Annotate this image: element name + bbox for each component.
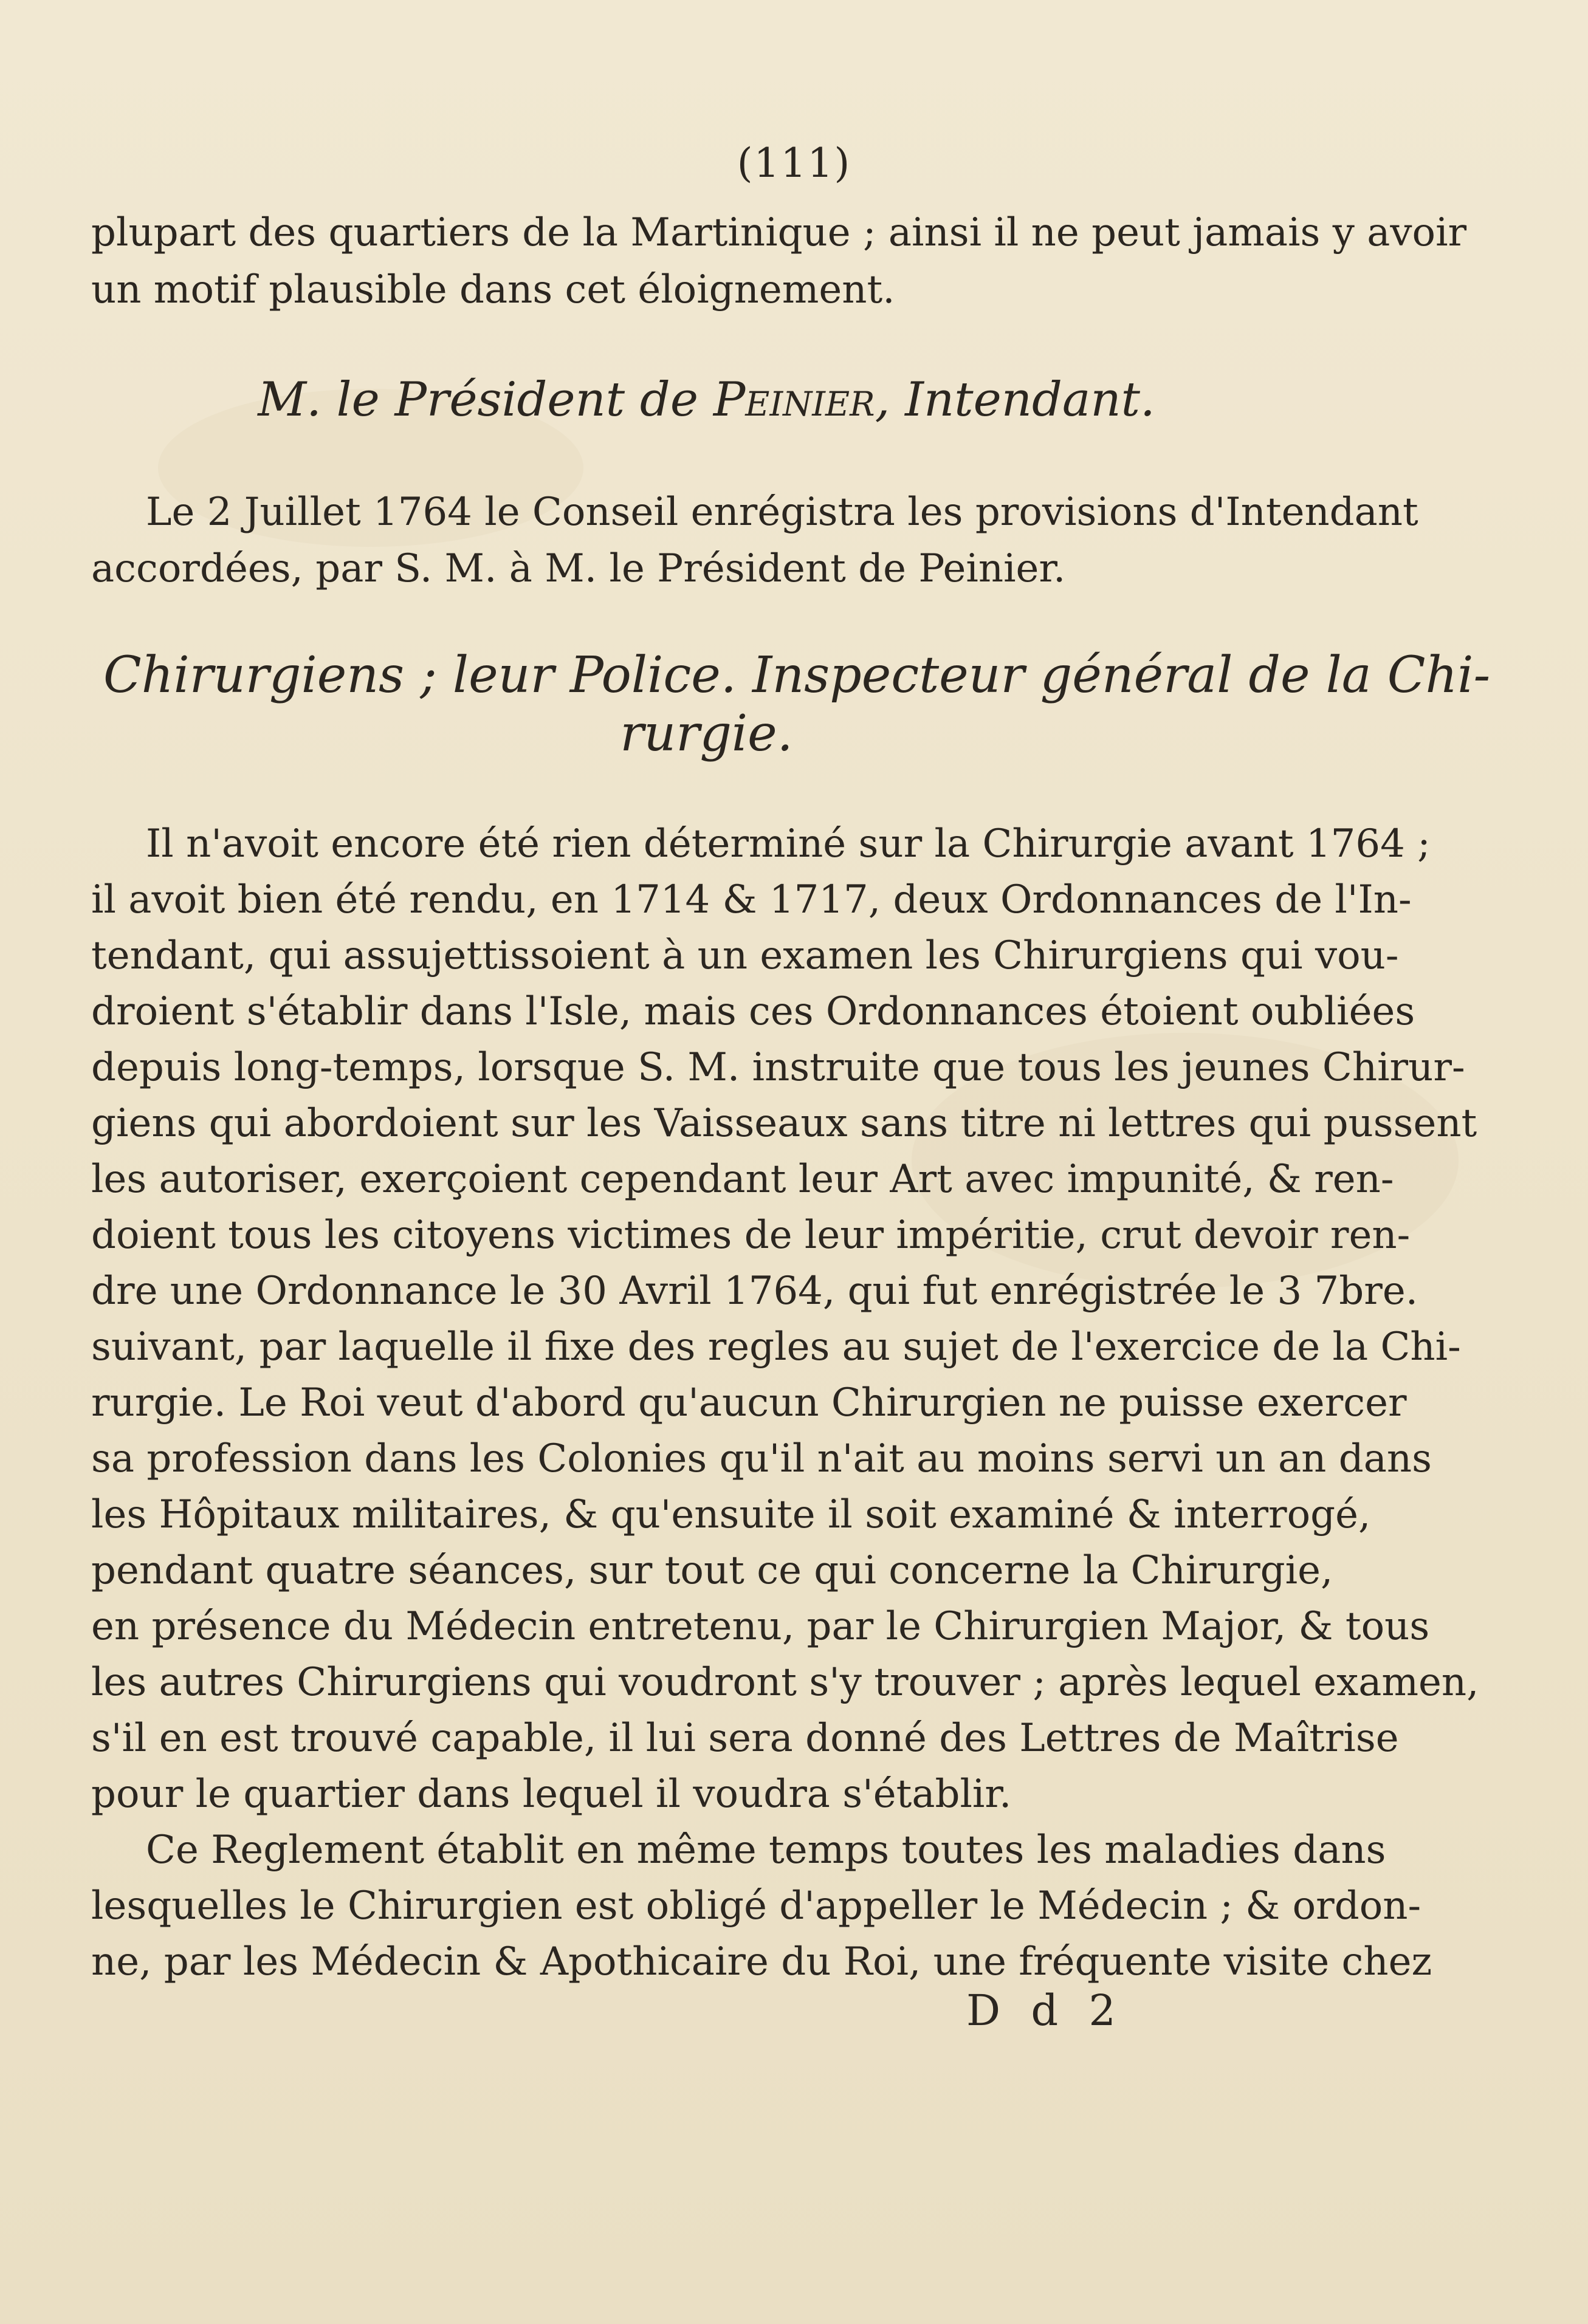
- text-line: dre une Ordonnance le 30 Avril 1764, qui fut enrégistrée le 3 7bre.: [91, 1269, 1418, 1314]
- text-line: giens qui abordoient sur les Vaisseaux sans titre ni lettres qui pussent: [91, 1101, 1477, 1146]
- heading-name: Peinier: [713, 372, 875, 427]
- text-line: s'il en est trouvé capable, il lui sera donné des Lettres de Maîtrise: [91, 1716, 1399, 1761]
- text-line: en présence du Médecin entretenu, par le Chirurgien Major, & tous: [91, 1604, 1430, 1649]
- text-line: il avoit bien été rendu, en 1714 & 1717, deux Ordonnances de l'In-: [91, 877, 1412, 922]
- text-line: accordées, par S. M. à M. le Président de Peinier.: [91, 546, 1066, 591]
- text-line: Ce Reglement établit en même temps toutes les maladies dans: [146, 1828, 1386, 1873]
- text-line: Il n'avoit encore été rien déterminé sur la Chirurgie avant 1764 ;: [146, 821, 1431, 866]
- text-line: pour le quartier dans lequel il voudra s'établir.: [91, 1772, 1012, 1817]
- heading-prefix: M. le Président de: [258, 372, 713, 427]
- text-line: pendant quatre séances, sur tout ce qui concerne la Chirurgie,: [91, 1548, 1333, 1593]
- text-line: tendant, qui assujettissoient à un examen les Chirurgiens qui vou-: [91, 933, 1399, 978]
- text-line: suivant, par laquelle il fixe des regles au sujet de l'exercice de la Chi-: [91, 1325, 1461, 1369]
- text-line: les autres Chirurgiens qui voudront s'y trouver ; après lequel examen,: [91, 1660, 1479, 1705]
- section-heading-president: [91, 371, 1322, 429]
- text-line: un motif plausible dans cet éloignement.: [91, 267, 895, 312]
- section-heading-chirurgiens: Chirurgiens ; leur Police. Inspecteur général de la Chi-: [103, 646, 1491, 704]
- text-line: depuis long-temps, lorsque S. M. instruite que tous les jeunes Chirur-: [91, 1045, 1465, 1090]
- text-line: droient s'établir dans l'Isle, mais ces Ordonnances étoient oubliées: [91, 989, 1415, 1034]
- text-line: plupart des quartiers de la Martinique ; ainsi il ne peut jamais y avoir: [91, 210, 1467, 255]
- text-line: les autoriser, exerçoient cependant leur Art avec impunité, & ren-: [91, 1157, 1394, 1202]
- text-line: ne, par les Médecin & Apothicaire du Roi, une fréquente visite chez: [91, 1939, 1432, 1984]
- signature-mark: D d 2: [966, 1986, 1124, 2035]
- text-line: les Hôpitaux militaires, & qu'ensuite il soit examiné & interrogé,: [91, 1492, 1371, 1537]
- section-heading-chirurgiens-cont: rurgie.: [620, 705, 793, 763]
- text-line: rurgie. Le Roi veut d'abord qu'aucun Chirurgien ne puisse exercer: [91, 1380, 1407, 1425]
- heading-suffix: , Intendant.: [875, 372, 1155, 427]
- text-line: Le 2 Juillet 1764 le Conseil enrégistra les provisions d'Intendant: [146, 490, 1418, 535]
- text-line: lesquelles le Chirurgien est obligé d'appeller le Médecin ; & ordon-: [91, 1884, 1421, 1928]
- page-number: (111): [737, 140, 851, 187]
- text-line: doient tous les citoyens victimes de leur impéritie, crut devoir ren-: [91, 1213, 1411, 1258]
- text-line: sa profession dans les Colonies qu'il n'ait au moins servi un an dans: [91, 1436, 1432, 1481]
